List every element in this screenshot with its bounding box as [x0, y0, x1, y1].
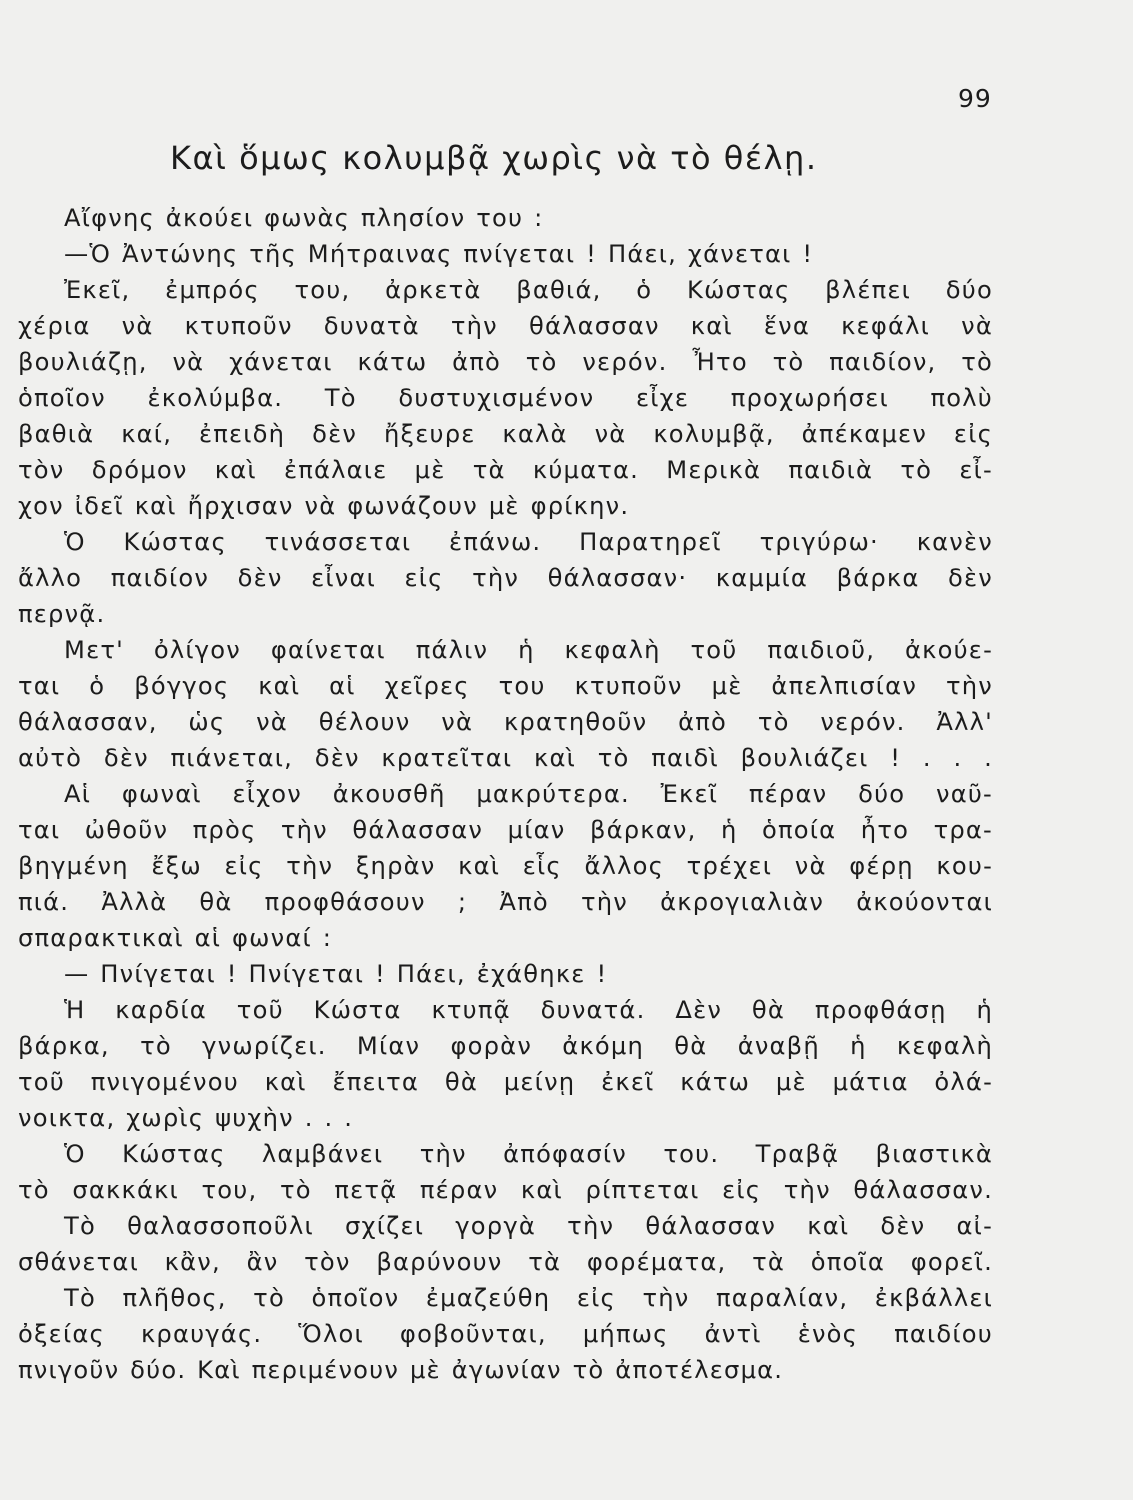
text-line: Αἱ φωναὶ εἶχον ἀκουσθῆ μακρύτερα. Ἐκεῖ πέραν δύο ναῦ-: [64, 780, 993, 808]
text-line: βάρκα, τὸ γνωρίζει. Μίαν φορὰν ἀκόμη θὰ ἀναβῇ ἡ κεφαλὴ: [18, 1032, 993, 1060]
text-line: τὸ σακκάκι του, τὸ πετᾷ πέραν καὶ ρίπτεται εἰς τὴν θάλασσαν.: [18, 1176, 993, 1204]
text-line: χέρια νὰ κτυποῦν δυνατὰ τὴν θάλασσαν καὶ ἕνα κεφάλι νὰ: [18, 312, 993, 340]
text-line: χον ἰδεῖ καὶ ἤρχισαν νὰ φωνάζουν μὲ φρίκην.: [18, 492, 630, 520]
text-line: βουλιάζῃ, νὰ χάνεται κάτω ἀπὸ τὸ νερόν. Ἦτο τὸ παιδίον, τὸ: [18, 348, 993, 376]
text-line: σπαρακτικαὶ αἱ φωναί :: [18, 924, 333, 952]
text-line: σθάνεται κἂν, ἂν τὸν βαρύνουν τὰ φορέματα, τὰ ὁποῖα φορεῖ.: [18, 1248, 993, 1276]
text-line: πιά. Ἀλλὰ θὰ προφθάσουν ; Ἀπὸ τὴν ἀκρογιαλιὰν ἀκούονται: [18, 888, 993, 916]
text-line: Τὸ θαλασσοποῦλι σχίζει γοργὰ τὴν θάλασσαν καὶ δὲν αἰ-: [64, 1212, 993, 1240]
chapter-title: Καὶ ὅμως κολυμβᾷ χωρὶς νὰ τὸ θέλῃ.: [170, 139, 818, 177]
text-line: ὀξείας κραυγάς. Ὅλοι φοβοῦνται, μήπως ἀντὶ ἑνὸς παιδίου: [18, 1320, 993, 1348]
text-line: Τὸ πλῆθος, τὸ ὁποῖον ἐμαζεύθη εἰς τὴν παραλίαν, ἐκβάλλει: [64, 1284, 993, 1312]
text-line: —Ὁ Ἀντώνης τῆς Μήτραινας πνίγεται ! Πάει, χάνεται !: [64, 240, 814, 268]
text-line: βηγμένη ἔξω εἰς τὴν ξηρὰν καὶ εἷς ἄλλος τρέχει νὰ φέρῃ κου-: [18, 852, 993, 880]
text-line: περνᾷ.: [18, 600, 106, 628]
text-line: βαθιὰ καί, ἐπειδὴ δὲν ἤξευρε καλὰ νὰ κολυμβᾷ, ἀπέκαμεν εἰς: [18, 420, 993, 448]
text-line: Ὁ Κώστας τινάσσεται ἐπάνω. Παρατηρεῖ τριγύρω· κανὲν: [64, 528, 993, 556]
text-line: νοικτα, χωρὶς ψυχὴν . . .: [18, 1104, 354, 1132]
text-line: ται ὠθοῦν πρὸς τὴν θάλασσαν μίαν βάρκαν, ἡ ὁποία ἦτο τρα-: [18, 816, 993, 844]
text-line: πνιγοῦν δύο. Καὶ περιμένουν μὲ ἀγωνίαν τὸ ἀποτέλεσμα.: [18, 1356, 784, 1384]
body-text: [18, 200, 993, 1388]
text-line: Αἴφνης ἀκούει φωνὰς πλησίον του :: [64, 204, 544, 232]
text-line: ὁποῖον ἐκολύμβα. Τὸ δυστυχισμένον εἶχε προχωρήσει πολὺ: [18, 384, 993, 412]
page-number: 99: [958, 84, 992, 113]
text-line: ται ὁ βόγγος καὶ αἱ χεῖρες του κτυποῦν μὲ ἀπελπισίαν τὴν: [18, 672, 993, 700]
text-line: Ὁ Κώστας λαμβάνει τὴν ἀπόφασίν του. Τραβᾷ βιαστικὰ: [64, 1140, 993, 1168]
text-line: θάλασσαν, ὡς νὰ θέλουν νὰ κρατηθοῦν ἀπὸ τὸ νερόν. Ἀλλ': [18, 708, 993, 736]
text-line: Μετ' ὀλίγον φαίνεται πάλιν ἡ κεφαλὴ τοῦ παιδιοῦ, ἀκούε-: [64, 636, 993, 664]
text-line: Ἐκεῖ, ἐμπρός του, ἀρκετὰ βαθιά, ὁ Κώστας βλέπει δύο: [64, 276, 993, 304]
text-line: αὐτὸ δὲν πιάνεται, δὲν κρατεῖται καὶ τὸ παιδὶ βουλιάζει ! . . .: [18, 744, 993, 772]
text-line: — Πνίγεται ! Πνίγεται ! Πάει, ἐχάθηκε !: [64, 960, 608, 988]
text-line: τὸν δρόμον καὶ ἐπάλαιε μὲ τὰ κύματα. Μερικὰ παιδιὰ τὸ εἶ-: [18, 456, 993, 484]
text-line: Ἡ καρδία τοῦ Κώστα κτυπᾷ δυνατά. Δὲν θὰ προφθάσῃ ἡ: [64, 996, 993, 1024]
text-line: ἄλλο παιδίον δὲν εἶναι εἰς τὴν θάλασσαν· καμμία βάρκα δὲν: [18, 564, 993, 592]
text-line: τοῦ πνιγομένου καὶ ἔπειτα θὰ μείνῃ ἐκεῖ κάτω μὲ μάτια ὀλά-: [18, 1068, 993, 1096]
